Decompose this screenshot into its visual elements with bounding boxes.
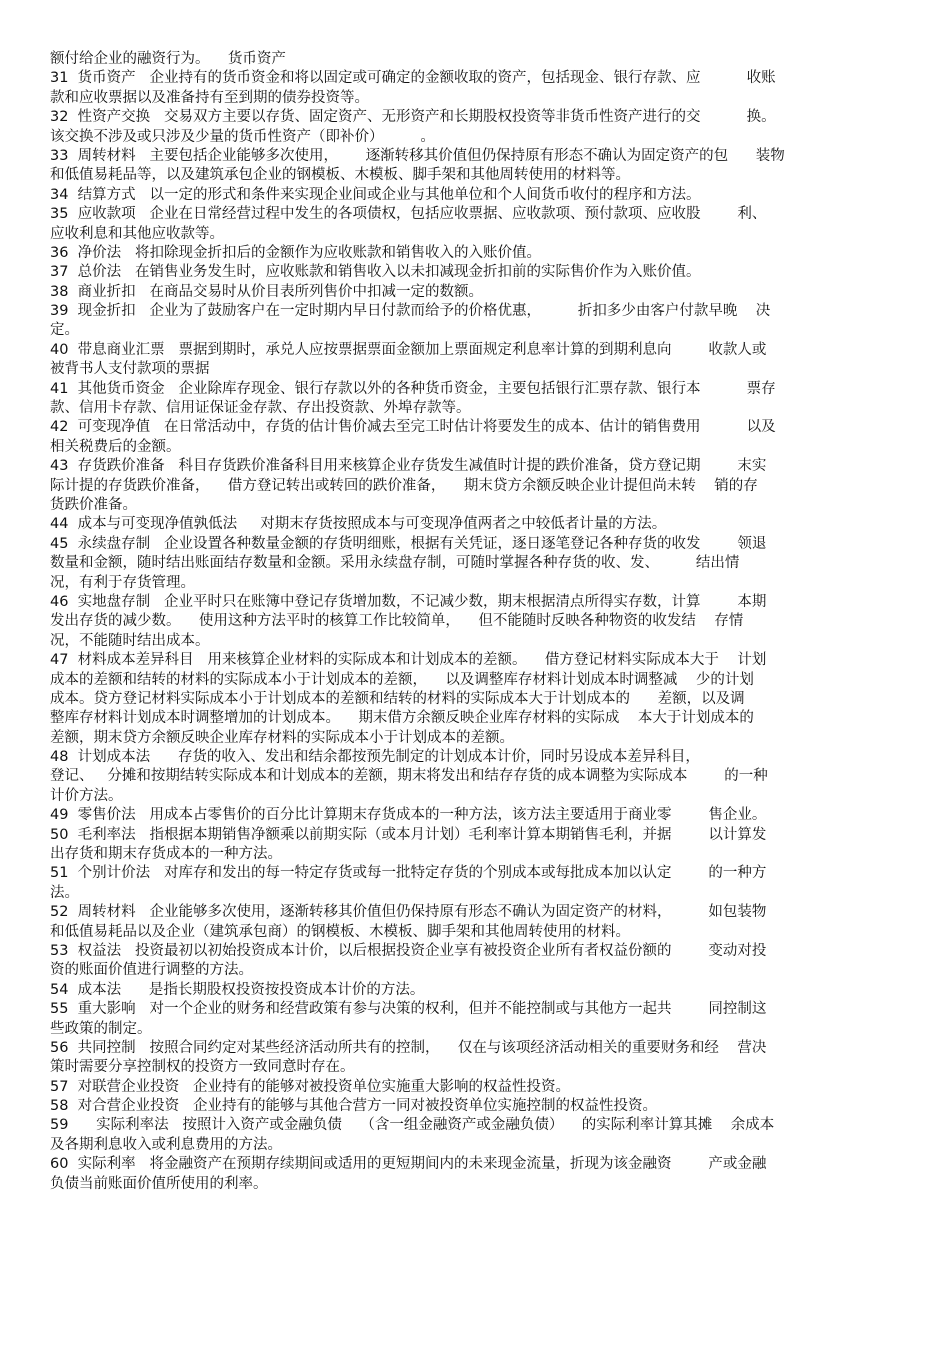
text-line: 38 商业折扣 在商品交易时从价目表所列售价中扣减一定的数额。 (50, 283, 483, 300)
text-line: 45 永续盘存制 企业设置各种数量金额的存货明细账，根据有关凭证，逐日逐笔登记各种存货的收发 领退 (50, 535, 767, 552)
text-line: 59 实际利率法 按照计入资产或金融负债 （含一组金融资产或金融负债） 的实际利率计算其摊 余成本 (50, 1117, 775, 1134)
text-line: 32 性资产交换 交易双方主要以存货、固定资产、无形资产和长期股权投资等非货币性资产进行的交 换。 (50, 109, 776, 126)
text-line: 款和应收票据以及准备持有至到期的债券投资等。 (50, 89, 369, 106)
text-line: 60 实际利率 将金融资产在预期存续期间或适用的更短期间内的未来现金流量，折现为该金融资 产或金融 (50, 1156, 767, 1173)
text-line: 54 成本法 是指长期股权投资按投资成本计价的方法。 (50, 981, 425, 998)
text-line: 相关税费后的金额。 (50, 438, 181, 455)
text-line: 额付给企业的融资行为。 货币资产 (50, 51, 286, 67)
text-line: 43 存货跌价准备 科目存货跌价准备科目用来核算企业存货发生减值时计提的跌价准备，贷方登记期 末实 (50, 458, 767, 475)
text-line: 36 净价法 将扣除现金折扣后的金额作为应收账款和销售收入的入账价值。 (50, 244, 541, 261)
text-line: 资的账面价值进行调整的方法。 (50, 962, 253, 979)
text-line: 款、信用卡存款、信用证保证金存款、存出投资款、外埠存款等。 (50, 400, 471, 417)
text-line: 52 周转材料 企业能够多次使用，逐渐转移其价值但仍保持原有形态不确认为固定资产的材料， 如包装物 (50, 904, 767, 921)
text-line: 51 个别计价法 对库存和发出的每一特定存货或每一批特定存货的个别成本或每批成本加以认定 的一种方 (50, 865, 767, 882)
text-line: 48 计划成本法 存货的收入、发出和结余都按预先制定的计划成本计价，同时另设成本差异科目， (50, 749, 700, 766)
text-line: 登记、 分摊和按期结转实际成本和计划成本的差额，期末将发出和结存存货的成本调整为实际成本 的一种 (50, 768, 768, 785)
text-line: 些政策的制定。 (50, 1020, 152, 1037)
text-line: 际计提的存货跌价准备， 借方登记转出或转回的跌价准备， 期末贷方余额反映企业计提但尚未转 销的存 (50, 477, 758, 494)
text-line: 41 其他货币资金 企业除库存现金、银行存款以外的各种货币资金，主要包括银行汇票存款、银行本 票存 (50, 380, 776, 397)
text-line: 整库存材料计划成本时调整增加的计划成本。 期末借方余额反映企业库存材料的实际成 本大于计划成本的 (50, 710, 754, 727)
text-line: 该交换不涉及或只涉及少量的货币性资产（即补价） 。 (50, 128, 435, 145)
text-line: 差额，期末贷方余额反映企业库存材料的实际成本小于计划成本的差额。 (50, 729, 514, 746)
text-line: 56 共同控制 按照合同约定对某些经济活动所共有的控制， 仅在与该项经济活动相关的重要财务和经 营决 (50, 1039, 767, 1056)
text-line: 发出存货的减少数。 使用这种方法平时的核算工作比较简单， 但不能随时反映各种物资的收发结 存情 (50, 613, 744, 630)
text-line: 和低值易耗品以及企业（建筑承包商）的钢模板、木模板、脚手架和其他周转使用的材料。 (50, 923, 630, 940)
text-line: 计价方法。 (50, 787, 123, 804)
text-line: 39 现金折扣 企业为了鼓励客户在一定时期内早日付款而给予的价格优惠， 折扣多少由客户付款早晚 决 (50, 303, 771, 320)
text-line: 策时需要分享控制权的投资方一致同意时存在。 (50, 1059, 355, 1076)
text-line: 况，有利于存货管理。 (50, 574, 195, 591)
text-line: 货跌价准备。 (50, 496, 137, 513)
text-line: 40 带息商业汇票 票据到期时，承兑人应按票据票面金额加上票面规定利息率计算的到期利息向 收款人或 (50, 341, 767, 358)
text-line: 37 总价法 在销售业务发生时，应收账款和销售收入以未扣减现金折扣前的实际售价作为入账价值。 (50, 264, 701, 281)
text-line: 被背书人支付款项的票据 (50, 361, 210, 378)
text-line: 44 成本与可变现净值孰低法 对期末存货按照成本与可变现净值两者之中较低者计量的方法。 (50, 516, 667, 533)
text-line: 成本的差额和结转的材料的实际成本小于计划成本的差额， 以及调整库存材料计划成本时调整减 少的计划 (50, 671, 754, 688)
text-line: 定。 (50, 322, 79, 339)
text-line: 46 实地盘存制 企业平时只在账簿中登记存货增加数，不记减少数，期末根据清点所得实存数，计算 本期 (50, 593, 767, 610)
text-line: 50 毛利率法 指根据本期销售净额乘以前期实际（或本月计划）毛利率计算本期销售毛利，并据 以计算发 (50, 826, 767, 843)
text-line: 47 材料成本差异科目 用来核算企业材料的实际成本和计划成本的差额。 借方登记材料实际成本大于 计划 (50, 652, 767, 669)
text-line: 34 结算方式 以一定的形式和条件来实现企业间或企业与其他单位和个人间货币收付的程序和方法。 (50, 186, 701, 203)
text-line: 应收利息和其他应收款等。 (50, 225, 224, 242)
text-line: 及各期利息收入或利息费用的方法。 (50, 1136, 282, 1153)
text-line: 57 对联营企业投资 企业持有的能够对被投资单位实施重大影响的权益性投资。 (50, 1078, 570, 1095)
text-line: 法。 (50, 884, 79, 901)
text-line: 35 应收款项 企业在日常经营过程中发生的各项债权，包括应收票据、应收款项、预付款项、应收股 利、 (50, 206, 767, 223)
text-line: 出存货和期末存货成本的一种方法。 (50, 846, 282, 863)
text-line: 和低值易耗品等，以及建筑承包企业的钢模板、木模板、脚手架和其他周转使用的材料等。 (50, 167, 630, 184)
text-line: 55 重大影响 对一个企业的财务和经营政策有参与决策的权利，但并不能控制或与其他方一起共 同控制这 (50, 1001, 767, 1018)
text-line: 成本。贷方登记材料实际成本小于计划成本的差额和结转的材料的实际成本大于计划成本的 差额，以及调 (50, 690, 745, 707)
text-line: 42 可变现净值 在日常活动中，存货的估计售价减去至完工时估计将要发生的成本、估计的销售费用 以及 (50, 419, 776, 436)
text-line: 49 零售价法 用成本占零售价的百分比计算期末存货成本的一种方法，该方法主要适用于商业零 售企业。 (50, 807, 767, 824)
text-line: 负债当前账面价值所使用的利率。 (50, 1175, 268, 1192)
text-line: 31 货币资产 企业持有的货币资金和将以固定或可确定的金额收取的资产，包括现金、银行存款、应 收账 (50, 70, 776, 87)
text-line: 58 对合营企业投资 企业持有的能够与其他合营方一同对被投资单位实施控制的权益性投资。 (50, 1098, 657, 1115)
text-line: 数量和金额，随时结出账面结存数量和金额。采用永续盘存制，可随时掌握各种存货的收、发、 结出情 (50, 555, 740, 572)
text-line: 53 权益法 投资最初以初始投资成本计价，以后根据投资企业享有被投资企业所有者权益份额的 变动对投 (50, 942, 767, 959)
text-line: 况，不能随时结出成本。 (50, 632, 210, 649)
text-line: 33 周转材料 主要包括企业能够多次使用， 逐渐转移其价值但仍保持原有形态不确认为固定资产的包 装物 (50, 147, 785, 164)
